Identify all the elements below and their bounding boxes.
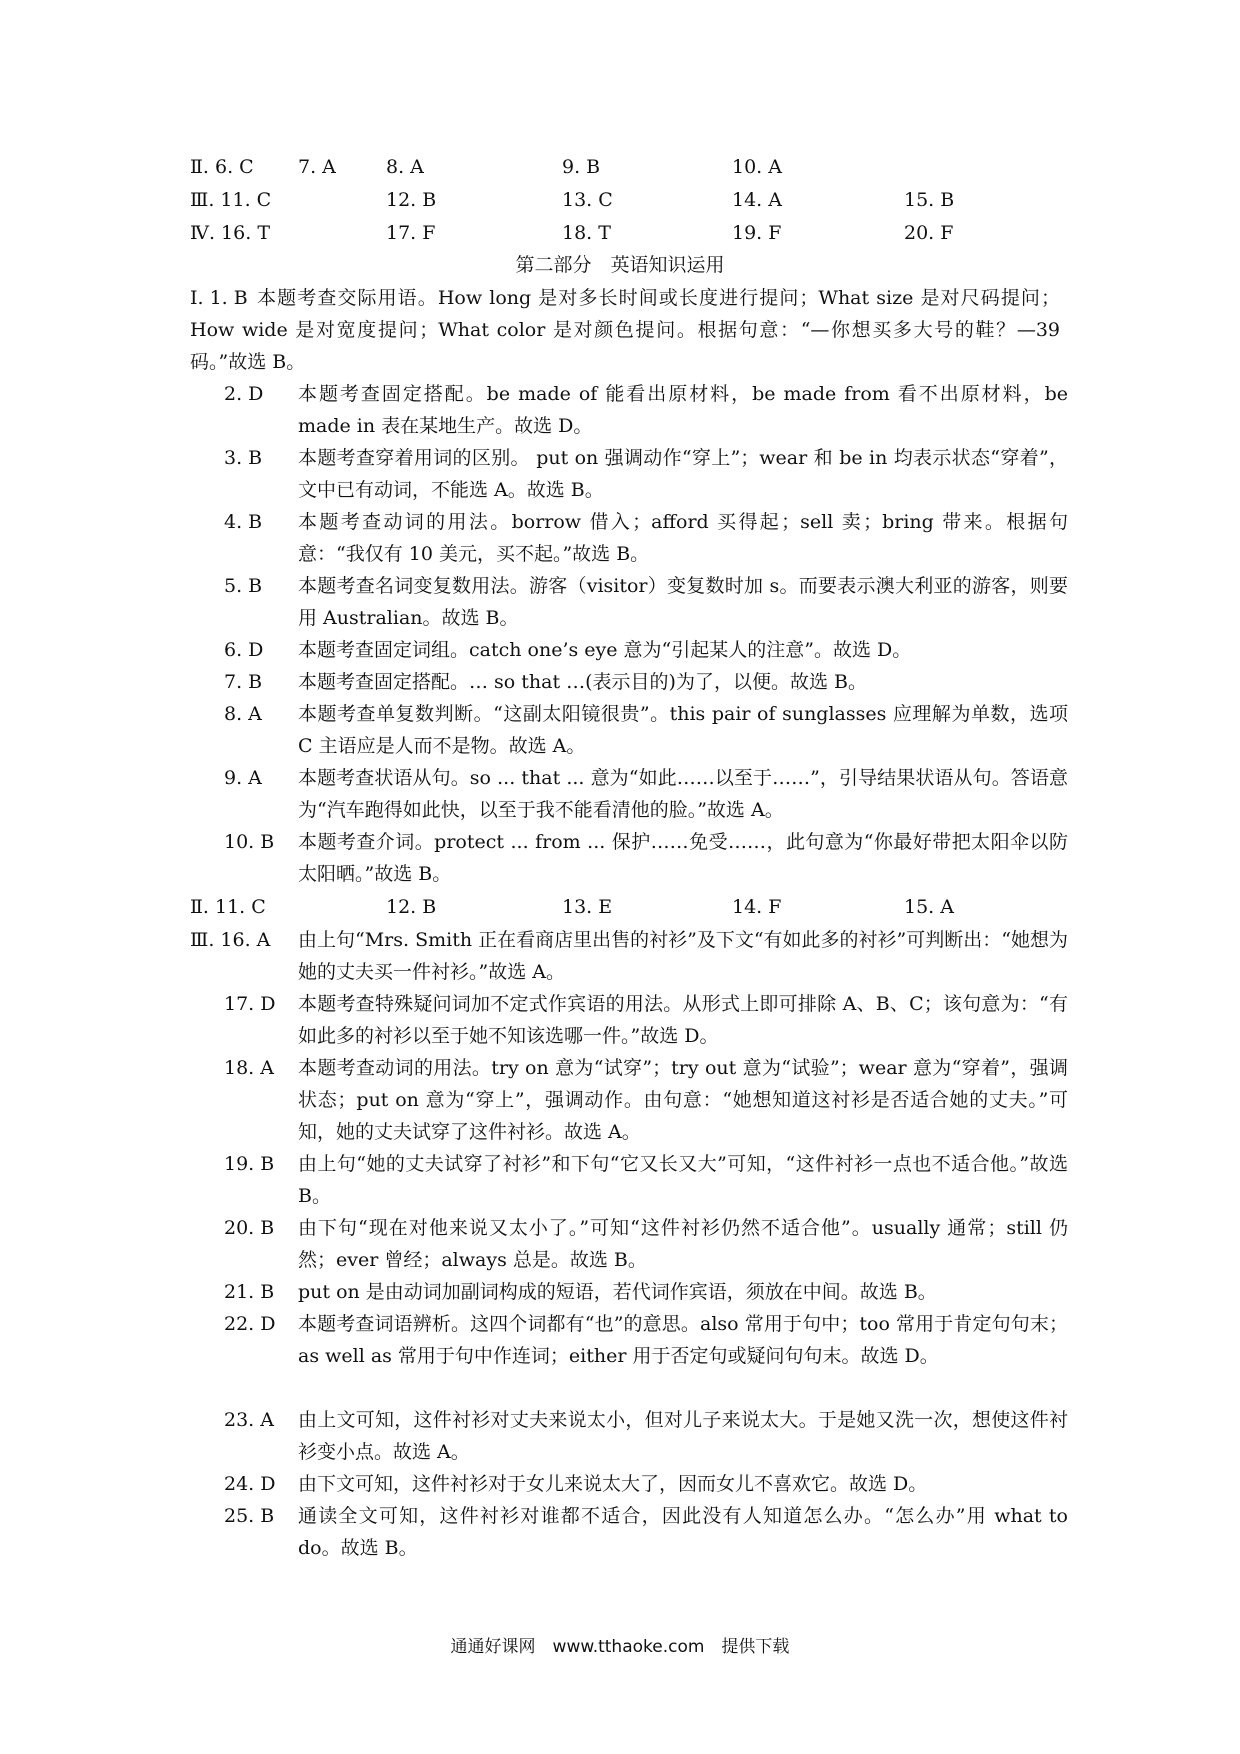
answer-cell: 20. F	[904, 222, 954, 244]
entry-number: 21. B	[224, 1281, 275, 1303]
entry-number: 18. A	[224, 1057, 274, 1079]
entry-text: 本题考查特殊疑问词加不定式作宾语的用法。从形式上即可排除 A、B、C；该句意为：“有如此多的衬衫以至于她不知该选哪一件。”故选 D。	[298, 993, 1068, 1047]
entry-text: 本题考查穿着用词的区别。 put on 强调动作“穿上”；wear 和 be in 均表示状态“穿着”，文中已有动词，不能选 A。故选 B。	[298, 447, 1068, 501]
entry-number: 22. D	[224, 1313, 276, 1335]
entry-number: 2. D	[224, 383, 264, 405]
answer-cell: 15. A	[904, 896, 954, 918]
entry-number: 4. B	[224, 511, 263, 533]
answer-cell: 17. F	[386, 222, 436, 244]
entry-text: 本题考查单复数判断。“这副太阳镜很贵”。this pair of sunglasses 应理解为单数，选项 C 主语应是人而不是物。故选 A。	[298, 703, 1068, 757]
entry-text: 由下文可知，这件衬衫对于女儿来说太大了，因而女儿不喜欢它。故选 D。	[298, 1473, 928, 1495]
entry-number: 6. D	[224, 639, 264, 661]
entry-number: 23. A	[224, 1409, 274, 1431]
entry-text: 本题考查名词变复数用法。游客（visitor）变复数时加 s。而要表示澳大利亚的游客，则要用 Australian。故选 B。	[298, 575, 1068, 629]
entry-text: 通读全文可知，这件衬衫对谁都不适合，因此没有人知道怎么办。“怎么办”用 what to do。故选 B。	[298, 1505, 1068, 1559]
answer-cell: 13. E	[562, 896, 613, 918]
answer-cell: 10. A	[732, 156, 782, 178]
entry-number: 10. B	[224, 831, 275, 853]
entry-text: 本题考查交际用语。How long 是对多长时间或长度进行提问；What size 是对尺码提问；How wide 是对宽度提问；What color 是对颜色提问。根据句意：“—你想买多大号的鞋？—39 码。”故选 B。	[190, 287, 1060, 373]
answer-cell: Ⅱ. 11. C	[190, 896, 266, 918]
entry-number: 25. B	[224, 1505, 275, 1527]
answer-cell: Ⅲ. 11. C	[190, 189, 272, 211]
entry-text: 本题考查状语从句。so ... that ... 意为“如此……以至于……”，引导结果状语从句。答语意为“汽车跑得如此快，以至于我不能看清他的脸。”故选 A。	[298, 767, 1068, 821]
entry-text: 本题考查词语辨析。这四个词都有“也”的意思。also 常用于句中；too 常用于肯定句句末；as well as 常用于句中作连词；either 用于否定句或疑问句句末。故选 D。	[298, 1313, 1068, 1367]
entry-text: 本题考查固定词组。catch one’s eye 意为“引起某人的注意”。故选 D。	[298, 639, 912, 661]
entry-number: 20. B	[224, 1217, 275, 1239]
answer-cell: Ⅳ. 16. T	[190, 222, 270, 244]
entry-text: 本题考查动词的用法。borrow 借入；afford 买得起；sell 卖；bring 带来。根据句意：“我仅有 10 美元，买不起。”故选 B。	[298, 511, 1068, 565]
entry-text: 本题考查动词的用法。try on 意为“试穿”；try out 意为“试验”；wear 意为“穿着”，强调状态；put on 意为“穿上”，强调动作。由句意：“她想知道这衬衫是否适合她的丈夫。”可知，她的丈夫试穿了这件衬衫。故选 A。	[298, 1057, 1068, 1143]
entry-text: 由上句“Mrs. Smith 正在看商店里出售的衬衫”及下文“有如此多的衬衫”可判断出：“她想为她的丈夫买一件衬衫。”故选 A。	[298, 929, 1068, 983]
page-footer: 通通好课网 www.tthaoke.com 提供下载	[450, 1637, 790, 1657]
answer-cell: Ⅱ. 6. C	[190, 156, 254, 178]
answer-cell: 15. B	[904, 189, 955, 211]
entry-number: 8. A	[224, 703, 262, 725]
entry-number: 3. B	[224, 447, 263, 469]
entry-number: 17. D	[224, 993, 276, 1015]
answer-cell: 8. A	[386, 156, 424, 178]
entry-text: 本题考查介词。protect ... from ... 保护……免受……，此句意为“你最好带把太阳伞以防太阳晒。”故选 B。	[298, 831, 1068, 885]
entry-number: 7. B	[224, 671, 263, 693]
entry-text: 由上文可知，这件衬衫对丈夫来说太小，但对儿子来说太大。于是她又洗一次，想使这件衬衫变小点。故选 A。	[298, 1409, 1068, 1463]
entry-number: 9. A	[224, 767, 262, 789]
answer-cell: 12. B	[386, 189, 437, 211]
entry-text: 本题考查固定搭配。… so that …(表示目的)为了，以便。故选 B。	[298, 671, 867, 693]
answer-cell: 14. A	[732, 189, 782, 211]
answer-cell: 14. F	[732, 896, 782, 918]
answer-cell: 12. B	[386, 896, 437, 918]
answer-cell: 19. F	[732, 222, 782, 244]
section-title: 第二部分 英语知识运用	[515, 254, 725, 276]
entry-number: Ⅲ. 16. A	[190, 929, 271, 951]
entry-number: 24. D	[224, 1473, 276, 1495]
entry-text: 本题考查固定搭配。be made of 能看出原材料，be made from 看不出原材料，be made in 表在某地生产。故选 D。	[298, 383, 1068, 437]
answer-cell: 9. B	[562, 156, 601, 178]
answer-cell: 7. A	[298, 156, 336, 178]
entry-number: Ⅰ. 1. B	[190, 287, 248, 309]
answer-cell: 13. C	[562, 189, 613, 211]
answer-cell: 18. T	[562, 222, 611, 244]
entry-text: put on 是由动词加副词构成的短语，若代词作宾语，须放在中间。故选 B。	[298, 1281, 937, 1303]
entry-number: 5. B	[224, 575, 263, 597]
entry-text: 由下句“现在对他来说又太小了。”可知“这件衬衫仍然不适合他”。usually 通常；still 仍然；ever 曾经；always 总是。故选 B。	[298, 1217, 1068, 1271]
entry-number: 19. B	[224, 1153, 275, 1175]
entry-text: 由上句“她的丈夫试穿了衬衫”和下句“它又长又大”可知，“这件衬衫一点也不适合他。”故选 B。	[298, 1153, 1068, 1207]
